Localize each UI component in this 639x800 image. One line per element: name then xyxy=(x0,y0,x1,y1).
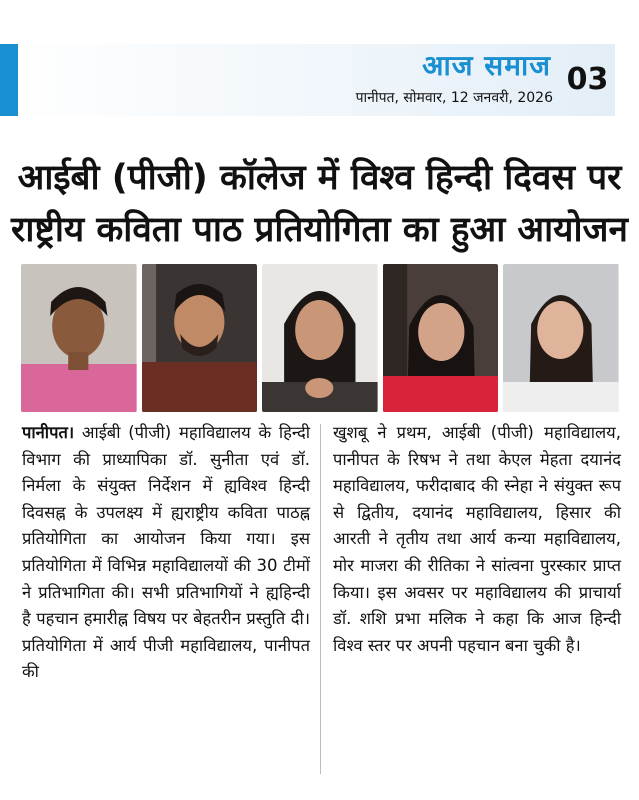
participant-photo-5 xyxy=(503,264,619,412)
participant-photo-3 xyxy=(262,264,378,412)
participant-photo-4 xyxy=(383,264,499,412)
column-divider xyxy=(320,424,321,774)
article-dateline: पानीपत। xyxy=(22,423,75,442)
headline-line-2: राष्ट्रीय कविता पाठ प्रतियोगिता का हुआ आयोजन xyxy=(11,210,628,250)
article-column-2 xyxy=(333,420,621,659)
page-number: 03 xyxy=(566,62,609,97)
participant-photo-1 xyxy=(21,264,137,412)
headline-line-1: आईबी (पीजी) कॉलेज में विश्व हिन्दी दिवस पर xyxy=(17,158,622,198)
article-text-col1: आईबी (पीजी) महाविद्यालय के हिन्दी विभाग की प्राध्यापिका डॉ. सुनीता एवं डॉ. निर्मला के संयुक्त निर्देशन में ह्यविश्व हिन्दी दिवसह्न के उपलक्ष्य में ह्यराष्ट्रीय कविता पाठह्न प्रतियोगिता का आयोजन किया गया। इस प्रतियोगिता में विभिन्न महाविद्यालयों की 30 टीमों ने प्रतिभागिता की। सभी प्रतिभागियों ने ह्यहिन्दी है पहचान हमारीह्न विषय पर बेहतरीन प्रस्तुति दी। प्रतियोगिता में आर्य पीजी महाविद्यालय, पानीपत की xyxy=(22,423,310,682)
article-text-col2: खुशबू ने प्रथम, आईबी (पीजी) महाविद्यालय, पानीपत के रिषभ ने तथा केएल मेहता दयानंद महाविद्यालय, फरीदाबाद की स्नेहा ने संयुक्त रूप से द्वितीय, दयानंद महाविद्यालय, हिसार की आरती ने तृतीय तथा आर्य कन्या महाविद्यालय, मोर माजरा की रीतिका ने सांत्वना पुरस्कार प्राप्त किया। इस अवसर पर महाविद्यालय की प्राचार्या डॉ. शशि प्रभा मलिक ने कहा कि आज हिन्दी विश्व स्तर पर अपनी पहचान बना चुकी है। xyxy=(333,423,621,655)
issue-dateline: पानीपत, सोमवार, 12 जनवरी, 2026 xyxy=(355,90,553,106)
headline xyxy=(0,152,639,256)
participant-photo-2 xyxy=(142,264,258,412)
article-column-1 xyxy=(22,420,310,686)
photo-strip xyxy=(21,264,619,412)
masthead-accent-bar xyxy=(0,44,18,116)
newspaper-brand: आज समाज xyxy=(422,49,551,82)
